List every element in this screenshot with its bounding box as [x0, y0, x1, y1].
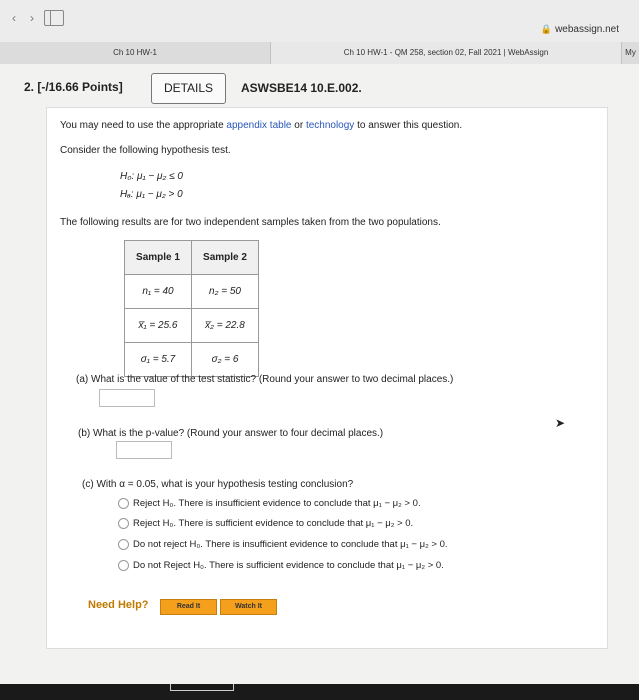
test-statistic-input[interactable] — [99, 389, 155, 407]
option-3-label: Do not reject H₀. There is insufficient evidence to conclude that μ₁ − μ₂ > 0. — [133, 539, 448, 550]
question-code: ASWSBE14 10.E.002. — [241, 81, 362, 95]
tab-ch10-hw1[interactable]: Ch 10 HW-1 — [113, 48, 157, 57]
lock-icon: 🔒 — [540, 24, 553, 34]
question-points: [-/16.66 Points] — [37, 80, 123, 94]
consider-text: Consider the following hypothesis test. — [60, 145, 231, 156]
part-b-question: (b) What is the p-value? (Round your answer to four decimal places.) — [78, 428, 384, 439]
results-text: The following results are for two independent samples taken from the two populations. — [60, 217, 441, 228]
address-bar[interactable] — [541, 24, 619, 35]
intro-after: to answer this question. — [354, 120, 463, 131]
tab-strip — [0, 42, 639, 65]
radio-icon[interactable] — [118, 539, 129, 550]
p-value-input[interactable] — [116, 441, 172, 459]
tab-webassign[interactable]: Ch 10 HW-1 - QM 258, section 02, Fall 2021 | WebAssign — [270, 42, 622, 64]
question-number: 2. — [24, 80, 35, 94]
tab-my[interactable]: My — [625, 48, 636, 57]
radio-icon[interactable] — [118, 498, 129, 509]
sigma2-cell: σ₂ = 6 — [192, 343, 259, 377]
option-1[interactable] — [118, 498, 421, 509]
intro-middle: or — [291, 120, 306, 131]
xbar2-cell: x̅₂ = 22.8 — [192, 309, 259, 343]
part-a-question: (a) What is the value of the test statistic? (Round your answer to two decimal places.) — [76, 374, 454, 385]
option-1-label: Reject H₀. There is insufficient evidence to conclude that μ₁ − μ₂ > 0. — [133, 498, 421, 509]
browser-toolbar — [0, 0, 639, 43]
intro-before: You may need to use the appropriate — [60, 120, 227, 131]
nav-buttons — [6, 10, 40, 26]
next-element-stub — [170, 684, 234, 691]
option-4[interactable] — [118, 560, 444, 571]
radio-icon[interactable] — [118, 560, 129, 571]
sample-table — [124, 240, 259, 377]
table-row — [125, 275, 259, 309]
table-header-row — [125, 241, 259, 275]
header-sample-1: Sample 1 — [125, 241, 192, 275]
n1-cell: n₁ = 40 — [125, 275, 192, 309]
option-4-label: Do not Reject H₀. There is sufficient evidence to conclude that μ₁ − μ₂ > 0. — [133, 560, 444, 571]
question-header — [24, 80, 123, 94]
appendix-table-link[interactable]: appendix table — [226, 120, 292, 131]
n2-cell: n₂ = 50 — [192, 275, 259, 309]
url-text: webassign.net — [555, 24, 619, 35]
watch-it-button[interactable]: Watch It — [220, 599, 277, 615]
bottom-bar — [0, 684, 639, 700]
need-help-label: Need Help? — [88, 599, 149, 611]
table-row — [125, 309, 259, 343]
option-2-label: Reject H₀. There is sufficient evidence to conclude that μ₁ − μ₂ > 0. — [133, 518, 414, 529]
part-c-question: (c) With α = 0.05, what is your hypothesis testing conclusion? — [82, 479, 354, 490]
null-hypothesis: H₀: μ₁ − μ₂ ≤ 0 — [120, 171, 183, 182]
intro-text — [60, 120, 462, 131]
details-button[interactable]: DETAILS — [151, 73, 226, 104]
back-icon[interactable]: ‹ — [12, 11, 16, 25]
table-row — [125, 343, 259, 377]
option-2[interactable] — [118, 518, 413, 529]
sigma1-cell: σ₁ = 5.7 — [125, 343, 192, 377]
alternative-hypothesis: Hₐ: μ₁ − μ₂ > 0 — [120, 189, 183, 200]
mouse-cursor-icon: ➤ — [555, 416, 566, 430]
radio-icon[interactable] — [118, 518, 129, 529]
read-it-button[interactable]: Read It — [160, 599, 217, 615]
technology-link[interactable]: technology — [305, 120, 355, 131]
sidebar-icon[interactable] — [44, 10, 64, 26]
option-3[interactable] — [118, 539, 448, 550]
forward-icon[interactable]: › — [30, 11, 34, 25]
xbar1-cell: x̅₁ = 25.6 — [125, 309, 192, 343]
header-sample-2: Sample 2 — [192, 241, 259, 275]
